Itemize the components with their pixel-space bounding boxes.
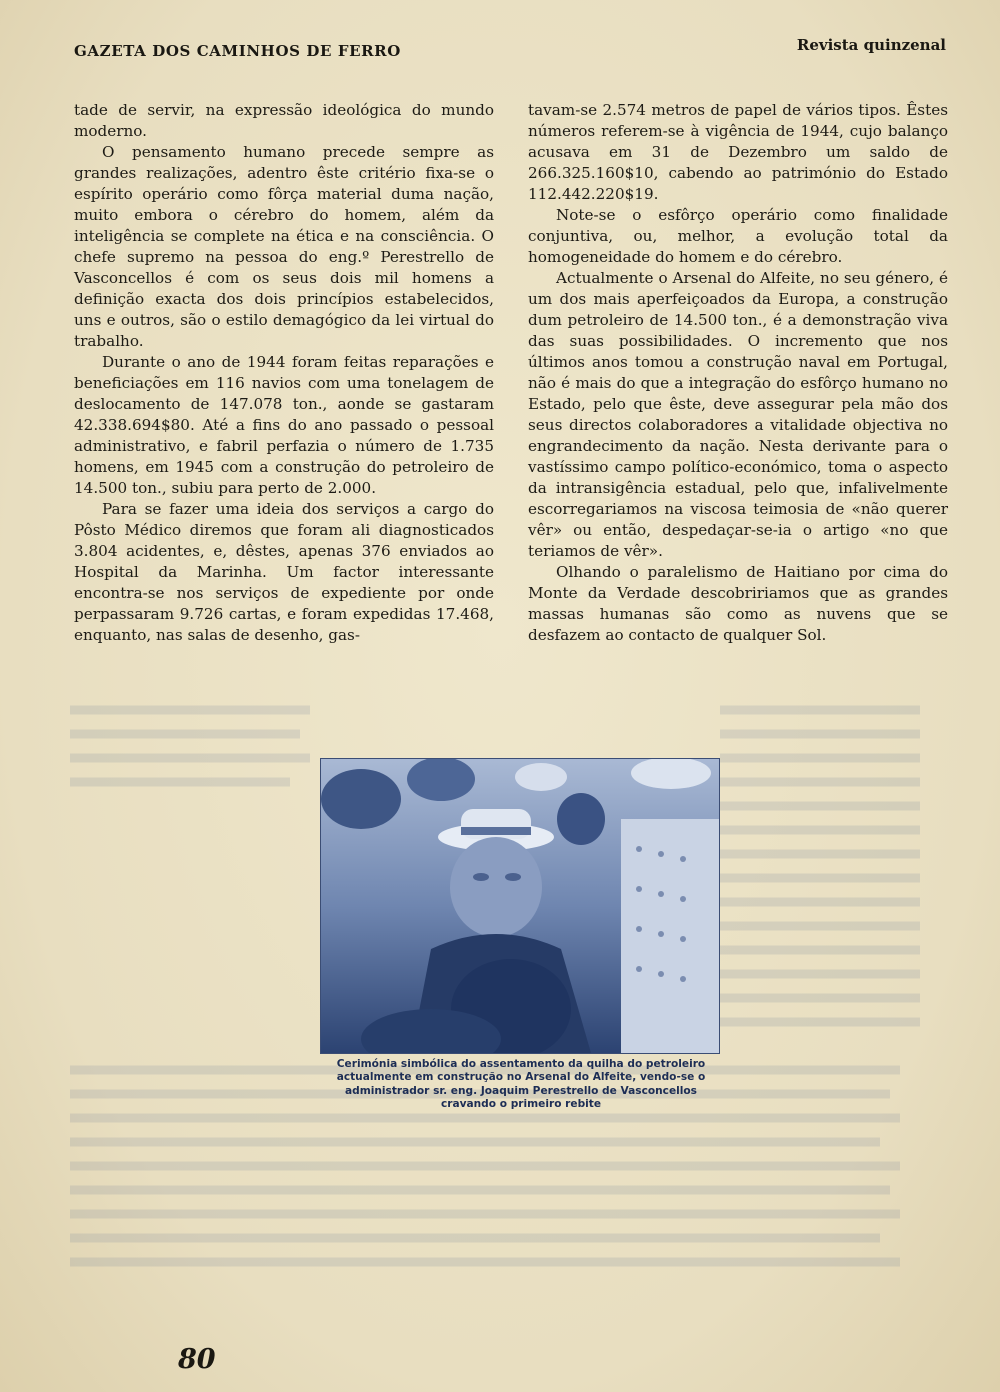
left-paragraph-3: Durante o ano de 1944 foram feitas reparações e beneficiações em 116 navios com uma tonelagem de deslocamento de 147.078 ton., aonde se gastaram 42.338.694$80. Até a fins do ano passado o pessoal administrativo, e fabril perfazia o número de 1.735 homens, em 1945 com a construção do petroleiro de 14.500 ton., subiu para perto de 2.000.	[74, 353, 494, 497]
ceremony-photo-image	[321, 759, 719, 1053]
left-paragraph-4: Para se fazer uma ideia dos serviços a cargo do Pôsto Médico diremos que foram ali diagnosticados 3.804 acidentes, e, dêstes, apenas 376 enviados ao Hospital da Marinha. Um factor interessante encontra-se nos serviços de expediente por onde perpassaram 9.726 cartas, e foram expedidas 17.468, enquanto, nas salas de desenho, gas-	[74, 500, 494, 644]
left-paragraph-1: tade de servir, na expressão ideológica do mundo moderno.	[74, 101, 494, 140]
right-paragraph-1: tavam-se 2.574 metros de papel de vários tipos. Êstes números referem-se à vigência de 1944, cujo balanço acusava em 31 de Dezembro um saldo de 266.325.160$10, cabendo ao património do Estado 112.442.220$19.	[528, 101, 948, 203]
page-number: 80	[178, 1344, 216, 1375]
right-column	[528, 100, 948, 646]
photo-caption: Cerimónia simbólica do assentamento da quilha do petroleiro actualmente em construção no Arsenal do Alfeite, vendo-se o administrador sr. eng. Joaquim Perestrello de Vasconcellos cravando o primeiro rebite	[336, 1058, 706, 1111]
magazine-title: GAZETA DOS CAMINHOS DE FERRO	[74, 42, 401, 60]
right-paragraph-2: Note-se o esfôrço operário como finalidade conjuntiva, ou, melhor, a evolução total da homogeneidade do homem e do cérebro.	[528, 206, 948, 266]
right-paragraph-4: Olhando o paralelismo de Haitiano por cima do Monte da Verdade descobririamos que as grandes massas humanas são como as nuvens que se desfazem ao contacto de qualquer Sol.	[528, 563, 948, 644]
left-column	[74, 100, 494, 646]
left-paragraph-2: O pensamento humano precede sempre as grandes realizações, adentro êste critério fixa-se o espírito operário como fôrça material duma nação, muito embora o cérebro do homem, além da inteligência se complete na ética e na consciência. O chefe supremo na pessoa do eng.º Perestrello de Vasconcellos é com os seus dois mil homens a definição exacta dos dois princípios estabelecidos, uns e outros, são o estilo demagógico da lei virtual do trabalho.	[74, 143, 494, 350]
right-paragraph-3: Actualmente o Arsenal do Alfeite, no seu género, é um dos mais aperfeiçoados da Europa, a construção dum petroleiro de 14.500 ton., é a demonstração viva das suas possibilidades. O incremento que nos últimos anos tomou a construção naval em Portugal, não é mais do que a integração do esfôrço humano no Estado, pelo que êste, deve assegurar pela mão dos seus directos colaboradores a vitalidade objectiva no engrandecimento da nação. Nesta derivante para o vastíssimo campo político-económico, toma o aspecto da intransigência estadual, pelo que, infalivelmente escorregariamos na viscosa teimosia de «não querer vêr» ou então, despedaçar-se-ia o artigo «no que teriamos de vêr».	[528, 269, 948, 560]
ceremony-photo	[320, 758, 720, 1054]
magazine-subtitle: Revista quinzenal	[796, 36, 946, 54]
